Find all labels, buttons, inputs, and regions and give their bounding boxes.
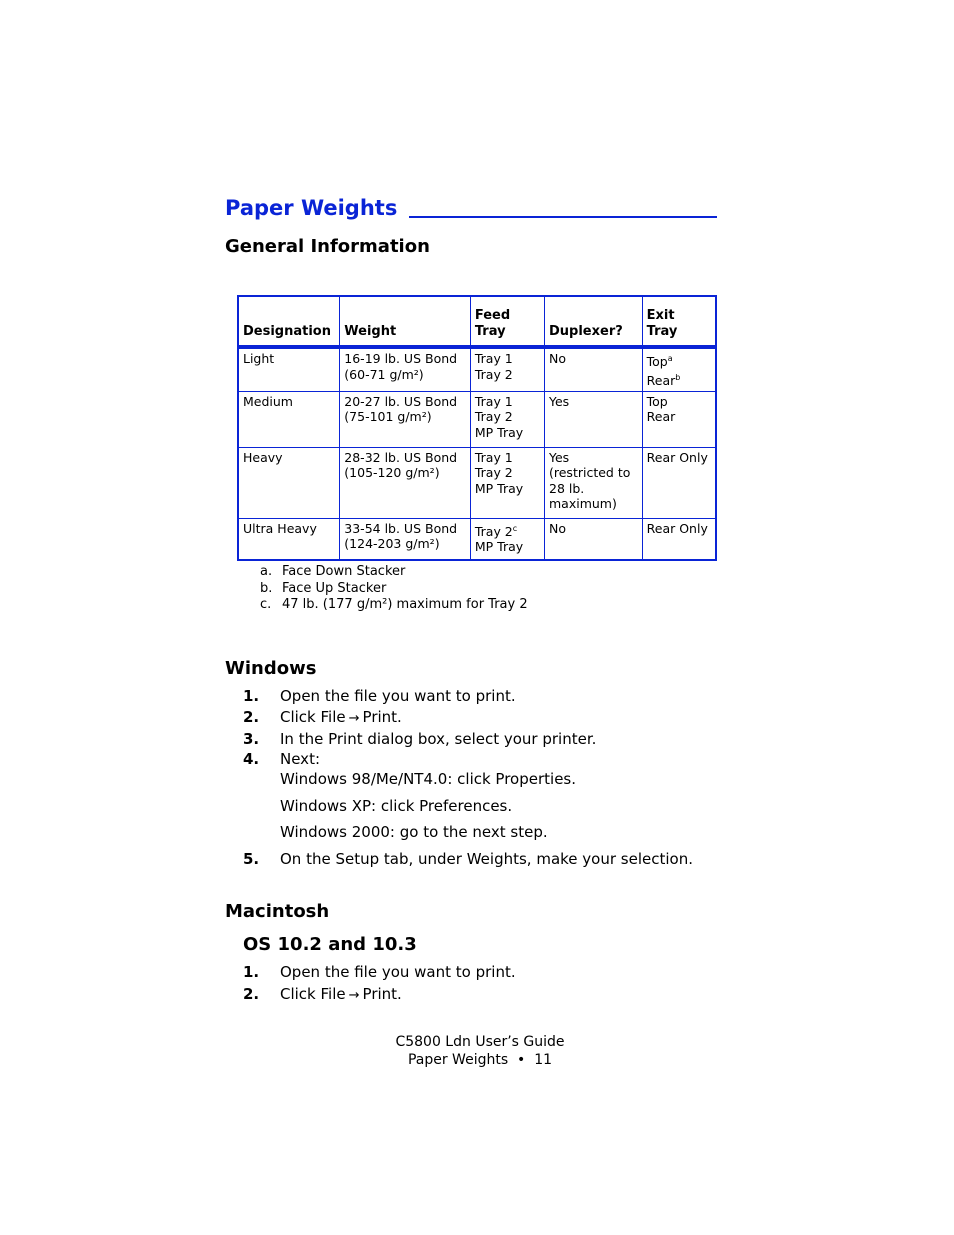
arrow-icon: → xyxy=(348,988,360,1003)
cell-designation: Ultra Heavy xyxy=(238,518,340,560)
list-item: 2. Click File → Print. xyxy=(243,985,402,1003)
cell-weight: 28-32 lb. US Bond (105-120 g/m²) xyxy=(340,447,471,518)
list-item: 2. Click File → Print. xyxy=(243,708,402,726)
list-item: 4. Next: Windows 98/Me/NT4.0: click Properties. Windows XP: click Preferences. Windows 2000: go to the next step. xyxy=(243,750,577,841)
arrow-icon: → xyxy=(348,711,360,726)
page-title-text: Paper Weights xyxy=(225,196,398,220)
header-duplexer: Duplexer? xyxy=(545,296,643,347)
cell-designation: Light xyxy=(238,347,340,391)
paper-weights-table xyxy=(237,295,717,561)
cell-weight: 33-54 lb. US Bond (124-203 g/m²) xyxy=(340,518,471,560)
page-title xyxy=(225,196,730,220)
table-row xyxy=(238,347,716,391)
list-item: 3. In the Print dialog box, select your printer. xyxy=(243,730,597,748)
table-footnotes xyxy=(260,564,528,614)
section-heading-macintosh: Macintosh xyxy=(225,901,330,922)
footnote: b. Face Up Stacker xyxy=(260,580,387,596)
cell-weight: 20-27 lb. US Bond (75-101 g/m²) xyxy=(340,391,471,447)
section-heading-windows: Windows xyxy=(225,658,317,679)
cell-exit: Top Rear xyxy=(642,391,716,447)
header-exit-tray: Exit Tray xyxy=(642,296,716,347)
footer-page-info: Paper Weights • 11 xyxy=(407,1052,553,1068)
cell-feed: Tray 1 Tray 2 MP Tray xyxy=(470,447,544,518)
footnote: c. 47 lb. (177 g/m²) maximum for Tray 2 xyxy=(260,597,528,612)
cell-duplexer: No xyxy=(545,518,643,560)
header-feed-tray: Feed Tray xyxy=(470,296,544,347)
cell-designation: Medium xyxy=(238,391,340,447)
cell-designation: Heavy xyxy=(238,447,340,518)
cell-feed: Tray 1 Tray 2 xyxy=(470,347,544,391)
table-row xyxy=(238,447,716,518)
cell-duplexer: No xyxy=(545,347,643,391)
list-item: 1. Open the file you want to print. xyxy=(243,963,516,981)
cell-duplexer: Yes (restricted to 28 lb. maximum) xyxy=(545,447,643,518)
cell-weight: 16-19 lb. US Bond (60-71 g/m²) xyxy=(340,347,471,391)
footer-guide-title: C5800 Ldn User’s Guide xyxy=(395,1034,565,1050)
title-rule xyxy=(409,216,717,218)
page-footer xyxy=(380,1033,580,1069)
cell-feed: Tray 2$^c$ MP Tray xyxy=(470,518,544,560)
list-item: 1. Open the file you want to print. xyxy=(243,687,516,705)
windows-steps xyxy=(243,686,693,869)
table-row xyxy=(238,518,716,560)
mac-steps xyxy=(243,962,516,1006)
footnote: a. Face Down Stacker xyxy=(260,564,406,579)
header-designation: Designation xyxy=(238,296,340,347)
cell-exit: Rear Only xyxy=(642,518,716,560)
header-weight: Weight xyxy=(340,296,471,347)
table-header-row xyxy=(238,296,716,347)
cell-exit: Top$^a$ Rear$^b$ xyxy=(642,347,716,391)
section-heading-general: General Information xyxy=(225,236,430,257)
cell-duplexer: Yes xyxy=(545,391,643,447)
list-item: 5. On the Setup tab, under Weights, make your selection. xyxy=(243,850,693,868)
table-row xyxy=(238,391,716,447)
page-number: 11 xyxy=(534,1052,553,1068)
subsection-heading-os: OS 10.2 and 10.3 xyxy=(243,934,417,955)
cell-exit: Rear Only xyxy=(642,447,716,518)
cell-feed: Tray 1 Tray 2 MP Tray xyxy=(470,391,544,447)
